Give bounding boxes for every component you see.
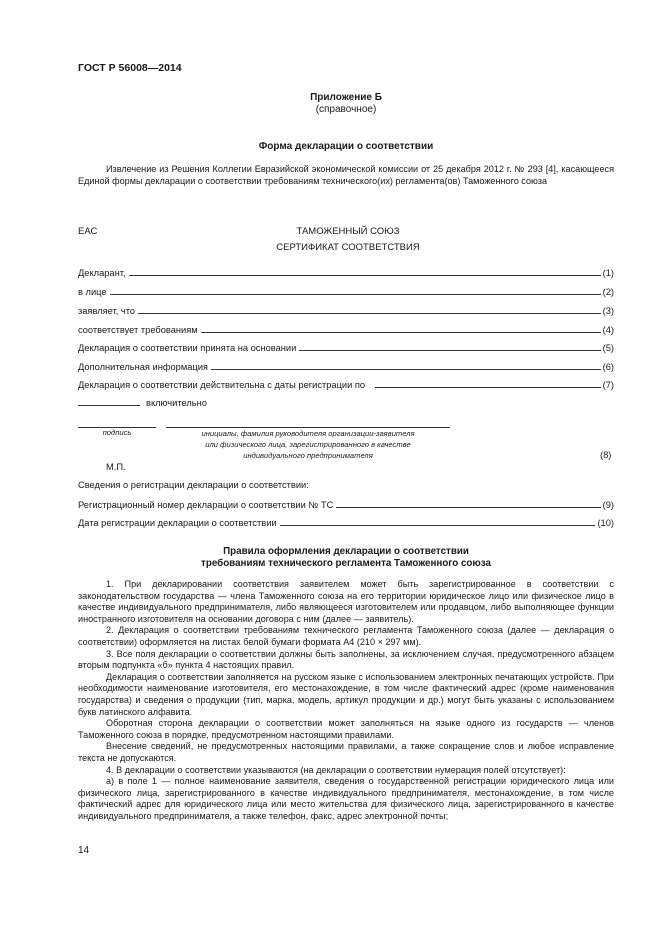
appendix-subtitle: (справочное) <box>315 104 377 115</box>
fill-line <box>211 368 601 370</box>
field-number: (5) <box>602 343 614 353</box>
rules-subtitle: требованиям технического регламента Таможенного союза <box>201 558 491 569</box>
form-field-basis <box>78 341 614 353</box>
field-label: Декларация о соответствии принята на основании <box>78 343 297 353</box>
signatory-caption-line: инициалы, фамилия руководителя организации-заявителя <box>201 429 415 438</box>
field-number: (4) <box>602 325 614 335</box>
form-field-declares <box>78 304 614 316</box>
field-label: Дополнительная информация <box>78 362 208 372</box>
field-number: (1) <box>602 268 614 278</box>
fill-line <box>201 331 601 333</box>
field-label: Дата регистрации декларации о соответствии <box>78 518 277 528</box>
appendix-title: Приложение Б <box>310 92 382 103</box>
field-label: Декларация о соответствии действительна с даты регистрации по <box>78 380 366 390</box>
rules-paragraph: Внесение сведений, не предусмотренных настоящими правилами, а также сокращение слов и любое исправление текста не допускаются. <box>78 741 614 763</box>
rules-body <box>78 579 614 822</box>
signatory-caption-line: индивидуального предпринимателя <box>243 451 373 460</box>
registration-heading: Сведения о регистрации декларации о соответствии: <box>78 480 309 490</box>
field-label: заявляет, что <box>78 306 136 316</box>
certificate-heading: СЕРТИФИКАТ СООТВЕТСТВИЯ <box>276 242 420 253</box>
fill-line <box>110 293 601 295</box>
stamp-place: М.П. <box>106 462 126 472</box>
field-label: Декларант, <box>78 268 126 278</box>
field-number: (9) <box>602 500 614 510</box>
rules-paragraph: 1. При декларировании соответствия заявителем может быть зарегистрированное в соответствии с законодательством государства — члена Таможенного союза на его территории юридическое лицо или физическое лицо в качестве индивидуального предпринимателя, либо являющееся изготовителем или продавцом, либо выполняющее функции иностранного изготовителя на основании договора с ним (далее — заявитель). <box>78 579 614 624</box>
field-number: (3) <box>602 306 614 316</box>
field-number: (7) <box>602 380 614 390</box>
field-number: (10) <box>597 518 614 528</box>
standard-number: ГОСТ Р 56008—2014 <box>78 62 182 74</box>
field-number: (2) <box>602 287 614 297</box>
fill-line <box>375 386 601 388</box>
form-field-registration-number <box>78 498 614 510</box>
field-label: в лице <box>78 287 107 297</box>
rules-paragraph: 2. Декларация о соответствии требованиям технического регламента Таможенного союза (далее — декларация о соответствии) оформляется на листах белой бумаги формата А4 (210 × 297 мм). <box>78 625 614 647</box>
eac-mark: ЕАС <box>78 226 98 237</box>
form-field-validity <box>78 378 614 390</box>
rules-paragraph: 3. Все поля декларации о соответствии должны быть заполнены, за исключением случая, предусмотренного абзацем вторым подпункта «б» пункта 4 настоящих правил. <box>78 648 614 671</box>
inclusive-line <box>78 398 207 408</box>
form-field-conforms <box>78 323 614 335</box>
rules-paragraph: 4. В декларации о соответствии указываются (на декларации о соответствии нумерация полей отсутствует): <box>106 764 566 775</box>
field-number: (8) <box>600 450 612 460</box>
field-label: Регистрационный номер декларации о соответствии № ТС <box>78 500 334 510</box>
rules-paragraph: Декларация о соответствии заполняется на русском языке с использованием электронных печатающих устройств. При необходимости наименование изготовителя, его местонахождение, в том числе фактический адрес (кроме наименования государства) и сведения о продукции (тип, марка, модель, артикул продукции и др.) могут быть указаны с использованием букв латинского алфавита. <box>78 671 614 717</box>
fill-line <box>78 405 140 406</box>
intro-paragraph: Извлечение из Решения Коллегии Евразийской экономической комиссии от 25 декабря 2012 г. № 293 [4], касающееся Единой формы декларации о соответствии требованиям технического(их) регламента(ов) Таможенного союза <box>78 164 614 186</box>
fill-line <box>280 524 596 526</box>
rules-title: Правила оформления декларации о соответствии <box>223 546 469 557</box>
fill-line <box>299 349 600 351</box>
signatory-caption <box>166 428 450 461</box>
fill-line <box>138 312 601 314</box>
form-field-registration-date <box>78 516 614 528</box>
page-number: 14 <box>78 845 90 856</box>
fill-line <box>129 274 601 276</box>
signature-caption: подпись <box>102 428 132 437</box>
field-label: соответствует требованиям <box>78 325 198 335</box>
form-field-declarant <box>78 266 614 278</box>
customs-union-heading: ТАМОЖЕННЫЙ СОЮЗ <box>296 226 400 237</box>
signatory-caption-line: или физического лица, зарегистрированного в качестве <box>205 440 411 449</box>
field-number: (6) <box>602 362 614 372</box>
fill-line <box>336 506 600 508</box>
form-title: Форма декларации о соответствии <box>258 141 434 152</box>
rules-paragraph: а) в поле 1 — полное наименование заявителя, сведения о государственной регистрации юридического лица или физического лица, зарегистрированного в качестве индивидуального предпринимателя, местонахождение, в том числе фактический адрес для юридического лица или место жительства для физического лица, зарегистрированного в качестве индивидуального предпринимателя, а также телефон, факс, адрес электронной почты; <box>78 776 614 821</box>
inclusive-label: включительно <box>146 398 207 408</box>
rules-paragraph: Оборотная сторона декларации о соответствии может заполняться на языке одного из государств — членов Таможенного союза в порядке, предусмотренном настоящими правилами. <box>78 718 614 740</box>
form-field-additional-info <box>78 360 614 372</box>
form-field-represented-by <box>78 285 614 297</box>
